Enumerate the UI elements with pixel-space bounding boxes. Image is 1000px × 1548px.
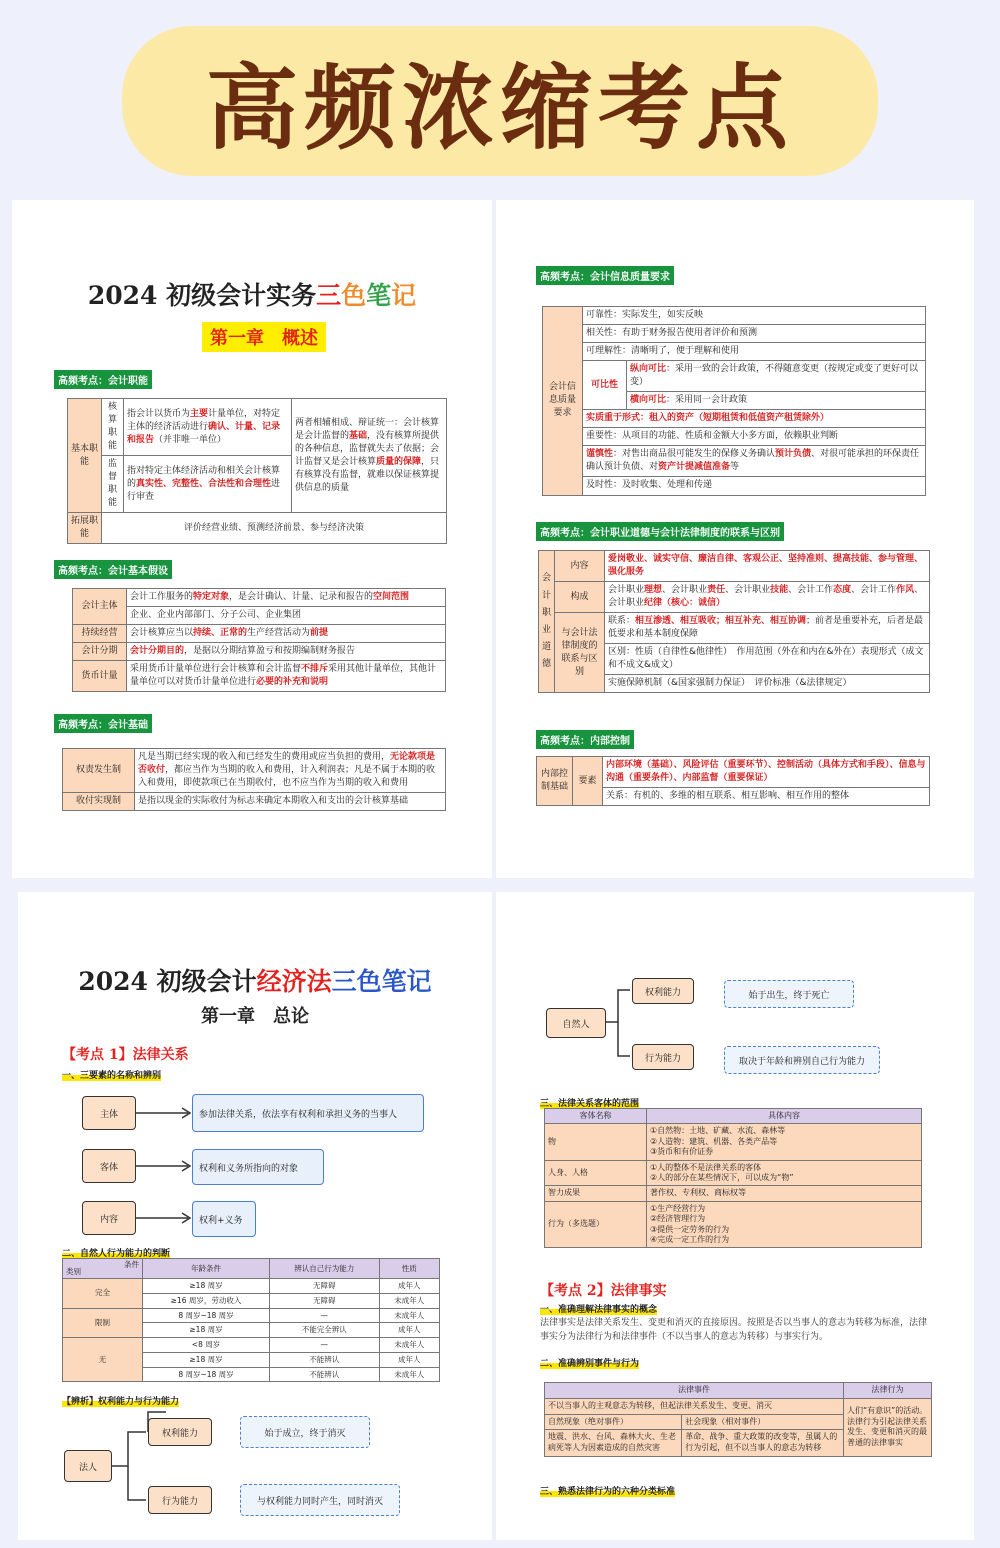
cell-text: 实施保障机制（&国家强制力保证） 评价标准（&法律规定） xyxy=(605,675,930,693)
cell-label: 监督职能 xyxy=(102,456,124,513)
cell-text xyxy=(605,613,930,644)
text-fragment: 等 xyxy=(730,462,740,473)
text-fragment: — xyxy=(270,1308,380,1323)
text-fragment: 成年人 xyxy=(379,1279,439,1294)
text-fragment: ≥16 周岁，劳动收入 xyxy=(143,1293,270,1308)
text-fragment: ①人的整体不是法律关系的客体 xyxy=(650,1162,762,1172)
text-fragment: 经济法 xyxy=(256,967,332,996)
concept-box-natural-person: 自然人 xyxy=(546,1008,606,1038)
text-fragment: ≥18 周岁 xyxy=(143,1323,270,1338)
text-fragment: ，是据以分期结算盈亏和按期编制财务报告 xyxy=(184,646,356,657)
cell-text xyxy=(627,392,926,410)
text-fragment: 质量的保障 xyxy=(376,456,422,467)
text-fragment: 联系： xyxy=(608,616,636,627)
basic-assumptions-table xyxy=(72,588,446,692)
text-fragment: ，是会计确认、计量、记录和报告的 xyxy=(229,592,374,602)
text-fragment: 未成年人 xyxy=(379,1338,439,1353)
text-fragment: 采用货币计量单位进行会计核算和会计监督 xyxy=(130,664,302,675)
cell-label: 可比性 xyxy=(583,361,627,410)
text-fragment: ②人造物：建筑、机器、各类产品等 xyxy=(650,1136,778,1146)
desc-box-rights-capacity: 始于出生，终于死亡 xyxy=(724,980,854,1008)
text-fragment: 确认、计量、记录和报告 xyxy=(127,421,281,445)
text-fragment: 未成年人 xyxy=(379,1293,439,1308)
text-fragment: — xyxy=(270,1338,380,1353)
cell-label: 物 xyxy=(545,1124,647,1160)
text-fragment: 条件 xyxy=(124,1260,139,1269)
cell-text xyxy=(135,749,446,793)
sub-heading: 三、法律关系客体的范围 xyxy=(540,1096,639,1109)
text-fragment: 纪律 xyxy=(644,598,663,609)
text-fragment: 横向可比 xyxy=(630,395,667,406)
cell-text: 人们“有意识”的活动。法律行为引起法律关系发生、变更和消灭的最普通的法律事实 xyxy=(844,1398,932,1456)
text-fragment: 无障碍 xyxy=(270,1279,380,1294)
notes-page-accounting-2 xyxy=(496,200,974,878)
text-fragment: 技能 xyxy=(770,585,789,596)
cell-text: 革命、战争、重大政策的改变等，虽属人的行为引起，但不以当事人的意志为转移 xyxy=(682,1430,844,1457)
cell-text: 区别：性质（自律性&他律性） 作用范围（外在和内在&外在）表现形式（成文和不成文&成文） xyxy=(605,644,930,675)
cell-label: 权责发生制 xyxy=(63,749,135,793)
text-fragment: 2024 初级会计 xyxy=(78,967,257,996)
text-fragment: 8 周岁~18 周岁 xyxy=(143,1367,270,1382)
cell-label: 构成 xyxy=(555,582,605,613)
sub-heading: 一、准确理解法律事实的概念 xyxy=(540,1302,657,1315)
sub-heading: 二、自然人行为能力的判断 xyxy=(62,1246,170,1259)
text-fragment: <8 周岁 xyxy=(143,1338,270,1353)
text-fragment: 计量单位，对特定主体的经济活动进行 xyxy=(127,408,281,432)
cell-text: 重要性：从项目的功能、性质和金额大小多方面，依赖职业判断 xyxy=(583,428,926,446)
desc-box-act-capacity: 与权利能力同时产生，同时消灭 xyxy=(240,1484,400,1516)
text-fragment: 纵向可比 xyxy=(630,364,667,375)
row-group: 限制 xyxy=(63,1308,143,1338)
text-fragment: 记 xyxy=(391,281,417,310)
text-fragment: 空间范围 xyxy=(373,592,410,602)
sub-heading: 二、准确辨别事件与行为 xyxy=(540,1356,639,1369)
concept-box-rights-capacity: 权利能力 xyxy=(148,1418,212,1446)
section-tag: 高频考点：会计基本假设 xyxy=(54,560,172,579)
text-fragment: 必要的补充和说明 xyxy=(256,677,329,688)
text-fragment: 、会计工作 xyxy=(851,585,897,596)
text-fragment: 8 周岁~18 周岁 xyxy=(143,1308,270,1323)
text-fragment: ；前者是重要补充，后者是最低要求和基本制度保障 xyxy=(608,616,924,640)
concept-box-legal-person: 法人 xyxy=(64,1450,112,1482)
concept-box-object: 客体 xyxy=(82,1149,136,1183)
text-fragment: 不能辨认 xyxy=(270,1367,380,1382)
text-fragment: 责任 xyxy=(707,585,726,596)
cell-text: 地震、洪水、台风、森林大火、生老病死等人为因素造成的自然灾害 xyxy=(545,1430,682,1457)
text-fragment: 未成年人 xyxy=(379,1308,439,1323)
header-cell: 客体名称 xyxy=(545,1109,647,1124)
text-fragment: ：对售出商品很可能发生的保修义务确认 xyxy=(613,449,776,460)
header-cell: 法律事件 xyxy=(545,1383,844,1399)
desc-box-content: 权利+义务 xyxy=(192,1201,256,1237)
desc-box-rights-capacity: 始于成立，终于消灭 xyxy=(240,1416,370,1448)
section-tag: 高频考点：会计职业道德与会计法律制度的联系与区别 xyxy=(536,522,784,541)
text-fragment: 前提 xyxy=(310,628,329,639)
sub-heading: 三、熟悉法律行为的六种分类标准 xyxy=(540,1484,675,1497)
concept-box-subject: 主体 xyxy=(82,1096,136,1130)
desc-box-object: 权利和义务所指向的对象 xyxy=(192,1149,324,1185)
text-fragment: 态度 xyxy=(833,585,852,596)
text-fragment: 色 xyxy=(341,281,367,310)
cell-text xyxy=(605,582,930,613)
text-fragment: 持续、正常的 xyxy=(193,628,248,639)
cell-label: 拓展职能 xyxy=(68,513,102,544)
chapter-title: 第一章 概述 xyxy=(202,322,326,352)
concept-box-act-capacity: 行为能力 xyxy=(632,1044,694,1070)
text-fragment: 资产计提减值准备 xyxy=(658,462,731,473)
cell-label: 会计分期 xyxy=(73,643,127,661)
text-fragment: 真实性、完整性、合法性和合理性 xyxy=(136,478,272,489)
text-fragment: 相互渗透、相互吸收；相互补充、相互协调 xyxy=(635,616,807,627)
text-fragment: 主要 xyxy=(190,408,209,419)
cell-text: 及时性：及时收集、处理和传递 xyxy=(583,477,926,495)
text-fragment: ：采用一致的会计政策，不得随意变更（按规定或变了更好可以变） xyxy=(630,364,919,388)
text-fragment: ≥18 周岁 xyxy=(143,1279,270,1294)
text-fragment: 基础 xyxy=(349,430,368,441)
text-fragment: ①生产经营行为 xyxy=(650,1203,706,1213)
desc-box-act-capacity: 取决于年龄和辨别自己行为能力 xyxy=(724,1046,880,1074)
info-quality-table xyxy=(542,306,926,496)
text-fragment: ③货币和有价证券 xyxy=(650,1147,714,1157)
cell-label: 内部控制基础 xyxy=(537,757,573,806)
cell-label: 会计主体 xyxy=(73,589,127,625)
header-cell: 法律行为 xyxy=(844,1383,932,1399)
text-fragment: 谨慎性 xyxy=(586,449,614,460)
cell-text: 可靠性：实际发生，如实反映 xyxy=(583,307,926,325)
text-fragment: 未成年人 xyxy=(379,1367,439,1382)
cell-text xyxy=(583,446,926,477)
header-corner xyxy=(63,1259,143,1279)
text-fragment: 三色笔记 xyxy=(331,967,432,996)
text-fragment: 采用其他计量单位，其他计量单位可以对货币计量单位进行 xyxy=(130,664,437,688)
cell-label: 与会计法律制度的联系与区别 xyxy=(555,613,605,693)
desc-box-subject: 参加法律关系，依法享有权利和承担义务的当事人 xyxy=(192,1094,424,1132)
text-fragment: 生产经营活动为 xyxy=(247,628,311,639)
doc-title xyxy=(12,276,492,312)
cell-text xyxy=(124,456,292,513)
cell-label: 智力成果 xyxy=(545,1186,647,1201)
text-fragment: ，都应当作为当期的收入和费用，计入利润表；凡是不属于本期的收入和费用，即使款项已在当期收付，也不应当作为当期的收入和费用 xyxy=(138,765,436,789)
text-fragment: 会计工作服务的 xyxy=(130,592,194,602)
text-fragment: 2024 初级会计实务 xyxy=(87,281,317,310)
text-fragment: 不能完全辨认 xyxy=(270,1323,380,1338)
text-fragment: 笔 xyxy=(366,281,392,310)
concept-box-content: 内容 xyxy=(82,1201,136,1235)
chapter-title: 第一章 总论 xyxy=(201,1006,309,1027)
notes-page-accounting-1 xyxy=(12,200,492,878)
header-cell: 年龄条件 xyxy=(143,1259,270,1279)
cell-text: 不以当事人的主观意志为转移，但起法律关系发生、变更、消灭 xyxy=(545,1398,844,1414)
capacity-table xyxy=(62,1258,440,1382)
cell-text xyxy=(647,1186,922,1201)
text-fragment: 指会计以货币为 xyxy=(127,408,191,419)
text-fragment: 不能辨认 xyxy=(270,1352,380,1367)
text-fragment: 三 xyxy=(316,281,342,310)
cell-text xyxy=(127,625,446,643)
text-fragment: 理想 xyxy=(644,585,663,596)
text-fragment: ④完成一定工作的行为 xyxy=(650,1234,730,1244)
banner-title: 高频浓缩考点 xyxy=(205,55,794,162)
text-fragment: ：采用同一会计政策 xyxy=(666,395,748,406)
banner xyxy=(122,26,878,176)
cell-text: 爱岗敬业、诚实守信、廉洁自律、客观公正、坚持准则、提高技能、参与管理、强化服务 xyxy=(605,551,930,582)
text-fragment: ③提供一定劳务的行为 xyxy=(650,1224,730,1234)
point-heading: 【考点 2】法律事实 xyxy=(540,1283,667,1299)
text-fragment: 成年人 xyxy=(379,1352,439,1367)
cell-text: 相关性：有助于财务报告使用者评价和预测 xyxy=(583,325,926,343)
cell-label: 核算职能 xyxy=(102,399,124,456)
text-fragment: 作风 xyxy=(896,585,915,596)
cell-label: 人身、人格 xyxy=(545,1160,647,1186)
accounting-basis-table xyxy=(62,748,446,811)
text-fragment: 两者相辅相成、辩证统一：会计核算是会计监督的 xyxy=(295,417,440,441)
cell-label: 要素 xyxy=(573,757,603,806)
concept-box-rights-capacity: 权利能力 xyxy=(632,978,694,1004)
event-vs-act-table xyxy=(544,1382,932,1457)
text-fragment: ≥18 周岁 xyxy=(143,1352,270,1367)
cell-text xyxy=(647,1124,922,1160)
text-fragment: 无障碍 xyxy=(270,1293,380,1308)
header-cell: 辨认自己行为能力 xyxy=(270,1259,380,1279)
row-group: 完全 xyxy=(63,1279,143,1309)
section-tag: 高频考点：会计信息质量要求 xyxy=(536,266,674,285)
text-fragment: 指对特定主体经济活动和相关会计核算的 xyxy=(127,465,281,489)
text-fragment: 凡是当期已经实现的收入和已经发生的费用或应当负担的费用， xyxy=(138,752,391,762)
accounting-functions-table xyxy=(67,398,447,544)
sub-heading: 一、三要素的名称和辨别 xyxy=(62,1068,161,1081)
sub-heading: 【辨析】权利能力与行为能力 xyxy=(62,1394,179,1407)
text-fragment: 进行审查 xyxy=(127,478,281,502)
cell-text: 是指以现金的实际收付为标志来确定本期收入和支出的会计核算基础 xyxy=(135,793,446,811)
notes-page-economic-law-2 xyxy=(496,892,974,1540)
text-fragment: 不排斥 xyxy=(301,664,329,675)
cell-text xyxy=(124,399,292,456)
cell-text xyxy=(292,399,447,513)
text-fragment: 会计核算应当以 xyxy=(130,628,194,639)
cell-text xyxy=(647,1160,922,1186)
paragraph: 法律事实是法律关系发生、变更和消灭的直接原因。按照是否以当事人的意志为转移为标准，法律事实分为法律行为和法律事件（不以当事人的意志为转移）与事实行为。 xyxy=(540,1318,928,1343)
row-group: 无 xyxy=(63,1338,143,1382)
text-fragment: （核心：诚信） xyxy=(662,598,726,609)
concept-box-act-capacity: 行为能力 xyxy=(148,1486,212,1514)
text-fragment: ②经济管理行为 xyxy=(650,1214,706,1224)
text-fragment: 、会计工作 xyxy=(788,585,834,596)
cell-text xyxy=(127,589,446,607)
text-fragment: 、会计职业 xyxy=(662,585,708,596)
cell-label: 内容 xyxy=(555,551,605,582)
cell-text: 关系：有机的、多维的相互联系、相互影响、相互作用的整体 xyxy=(603,788,930,806)
ethics-law-table xyxy=(538,550,930,693)
text-fragment: 特定对象 xyxy=(193,592,230,602)
cell-text xyxy=(127,643,446,661)
notes-page-economic-law-1 xyxy=(18,892,492,1540)
header-cell: 具体内容 xyxy=(647,1109,922,1124)
text-fragment: 会计职业 xyxy=(608,585,645,596)
text-fragment: 、对很可能承担的环保责任确认预计负债、对 xyxy=(586,449,920,473)
cell-label: 社会现象（相对事件） xyxy=(682,1414,844,1430)
text-fragment: 、会计职业 xyxy=(725,585,771,596)
cell-text: 可理解性：清晰明了，便于理解和使用 xyxy=(583,343,926,361)
text-fragment: 类别 xyxy=(66,1267,81,1277)
cell-label: 行为（多选题） xyxy=(545,1201,647,1248)
cell-label: 自然现象（绝对事件） xyxy=(545,1414,682,1430)
point-heading: 【考点 1】法律关系 xyxy=(62,1047,189,1063)
section-tag: 高频考点：内部控制 xyxy=(536,730,634,749)
section-tag: 高频考点：会计职能 xyxy=(54,370,152,389)
cell-text xyxy=(647,1201,922,1248)
cell-label: 会计职业道德 xyxy=(539,551,555,693)
object-scope-table xyxy=(544,1108,922,1248)
text-fragment: （并非唯一单位） xyxy=(154,434,227,445)
cell-label: 会计信息质量要求 xyxy=(543,307,583,496)
header-cell: 性质 xyxy=(379,1259,439,1279)
text-fragment: 预计负债 xyxy=(775,449,812,460)
cell-text: 内部环境（基础）、风险评估（重要环节）、控制活动（具体方式和手段）、信息与沟通（重要条件）、内部监督（重要保证） xyxy=(603,757,930,788)
text-fragment: 著作权、专利权、商标权等 xyxy=(650,1188,746,1198)
cell-text: 实质重于形式：租入的资产（短期租赁和低值资产租赁除外） xyxy=(583,410,926,428)
internal-control-table xyxy=(536,756,930,806)
text-fragment: ，只有核算没有监督，就难以保证核算提供信息的质量 xyxy=(295,456,440,493)
cell-label: 持续经营 xyxy=(73,625,127,643)
cell-label: 货币计量 xyxy=(73,661,127,692)
text-fragment: ②人的部分在某些情况下，可以成为“物” xyxy=(650,1172,794,1182)
text-fragment: 成年人 xyxy=(379,1323,439,1338)
cell-text: 企业、企业内部部门、分子公司、企业集团 xyxy=(127,607,446,625)
text-fragment: 无论款项是否收付 xyxy=(138,752,436,776)
text-fragment: ，没有核算所提供的各种信息，监督就失去了依据；会计监督又是会计核算 xyxy=(295,430,440,467)
text-fragment: 会计分期目的 xyxy=(130,646,185,657)
cell-label: 收付实现制 xyxy=(63,793,135,811)
cell-text xyxy=(127,661,446,692)
section-tag: 高频考点：会计基础 xyxy=(54,714,152,733)
cell-text xyxy=(627,361,926,392)
cell-text: 评价经营业绩、预测经济前景、参与经济决策 xyxy=(102,513,447,544)
text-fragment: ①自然物：土地、矿藏、水流、森林等 xyxy=(650,1126,786,1136)
text-fragment: 、会计职业 xyxy=(608,585,924,609)
cell-label: 基本职能 xyxy=(68,399,102,513)
